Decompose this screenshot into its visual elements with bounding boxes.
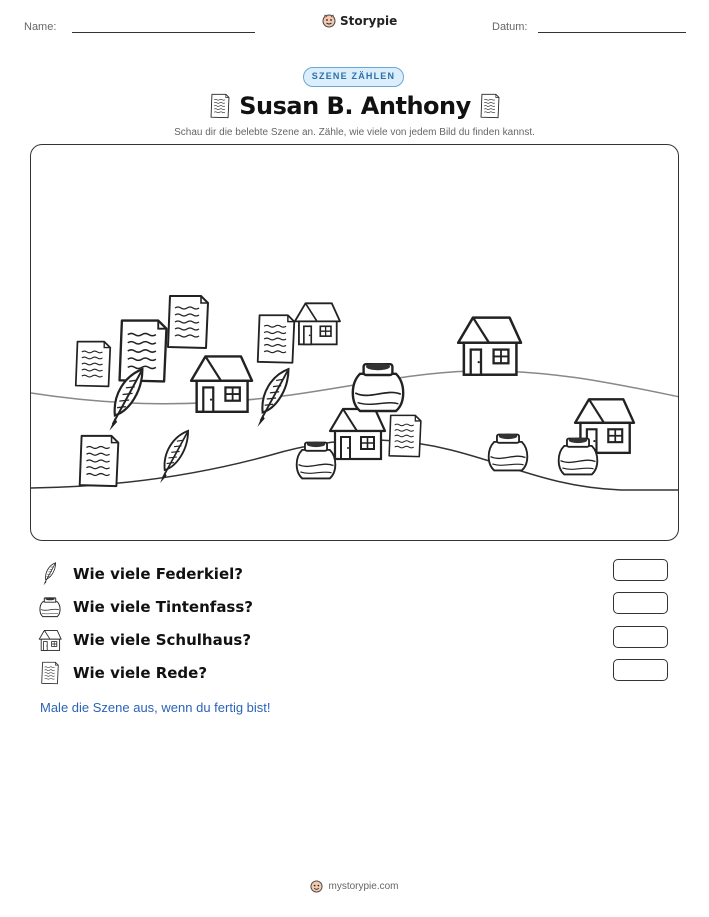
question-text: Wie viele Tintenfass? bbox=[73, 598, 253, 616]
question-schoolhouse bbox=[38, 628, 251, 652]
date-field[interactable] bbox=[538, 32, 686, 33]
name-field[interactable] bbox=[72, 32, 255, 33]
date-label: Datum: bbox=[492, 21, 528, 33]
page-footer bbox=[0, 880, 709, 893]
inkwell-icon bbox=[489, 434, 528, 471]
question-quill bbox=[38, 562, 243, 586]
speech-paper-icon bbox=[258, 315, 295, 362]
brand-logo bbox=[322, 14, 397, 28]
inkwell-icon bbox=[38, 595, 62, 619]
speech-paper-icon bbox=[76, 342, 110, 387]
coloring-note: Male die Szene aus, wenn du fertig bist! bbox=[40, 700, 271, 715]
question-speech bbox=[38, 661, 207, 685]
speech-paper-icon bbox=[80, 436, 119, 486]
page-title: Susan B. Anthony bbox=[239, 92, 471, 120]
schoolhouse-icon bbox=[330, 409, 385, 459]
speech-paper-icon bbox=[208, 93, 232, 119]
schoolhouse-icon bbox=[458, 318, 521, 375]
question-text: Wie viele Rede? bbox=[73, 664, 208, 682]
instructions: Schau dir die belebte Szene an. Zähle, wie viele von jedem Bild du finden kannst. bbox=[174, 127, 535, 138]
activity-tag: SZENE ZÄHLEN bbox=[303, 67, 404, 87]
speech-paper-icon bbox=[38, 661, 62, 685]
speech-paper-icon bbox=[478, 93, 502, 119]
brand-name: Storypie bbox=[340, 14, 398, 28]
answer-box-schoolhouse[interactable] bbox=[613, 626, 668, 648]
schoolhouse-icon bbox=[295, 303, 340, 344]
scene-drawing bbox=[31, 145, 679, 541]
speech-paper-icon bbox=[389, 415, 421, 456]
answer-box-speech[interactable] bbox=[613, 659, 668, 681]
question-inkwell bbox=[38, 595, 253, 619]
name-label: Name: bbox=[24, 21, 57, 33]
storypie-mascot-icon bbox=[322, 14, 336, 28]
speech-paper-icon bbox=[168, 296, 208, 348]
question-text: Wie viele Federkiel? bbox=[73, 565, 243, 583]
schoolhouse-icon bbox=[38, 628, 62, 652]
answer-box-inkwell[interactable] bbox=[613, 592, 668, 614]
storypie-mascot-icon bbox=[310, 880, 323, 893]
inkwell-icon bbox=[353, 363, 403, 411]
counting-scene bbox=[30, 144, 679, 541]
answer-box-quill[interactable] bbox=[613, 559, 668, 581]
quill-icon bbox=[38, 562, 62, 586]
footer-site: mystorypie.com bbox=[328, 881, 399, 892]
schoolhouse-icon bbox=[191, 356, 252, 411]
question-text: Wie viele Schulhaus? bbox=[73, 631, 252, 649]
